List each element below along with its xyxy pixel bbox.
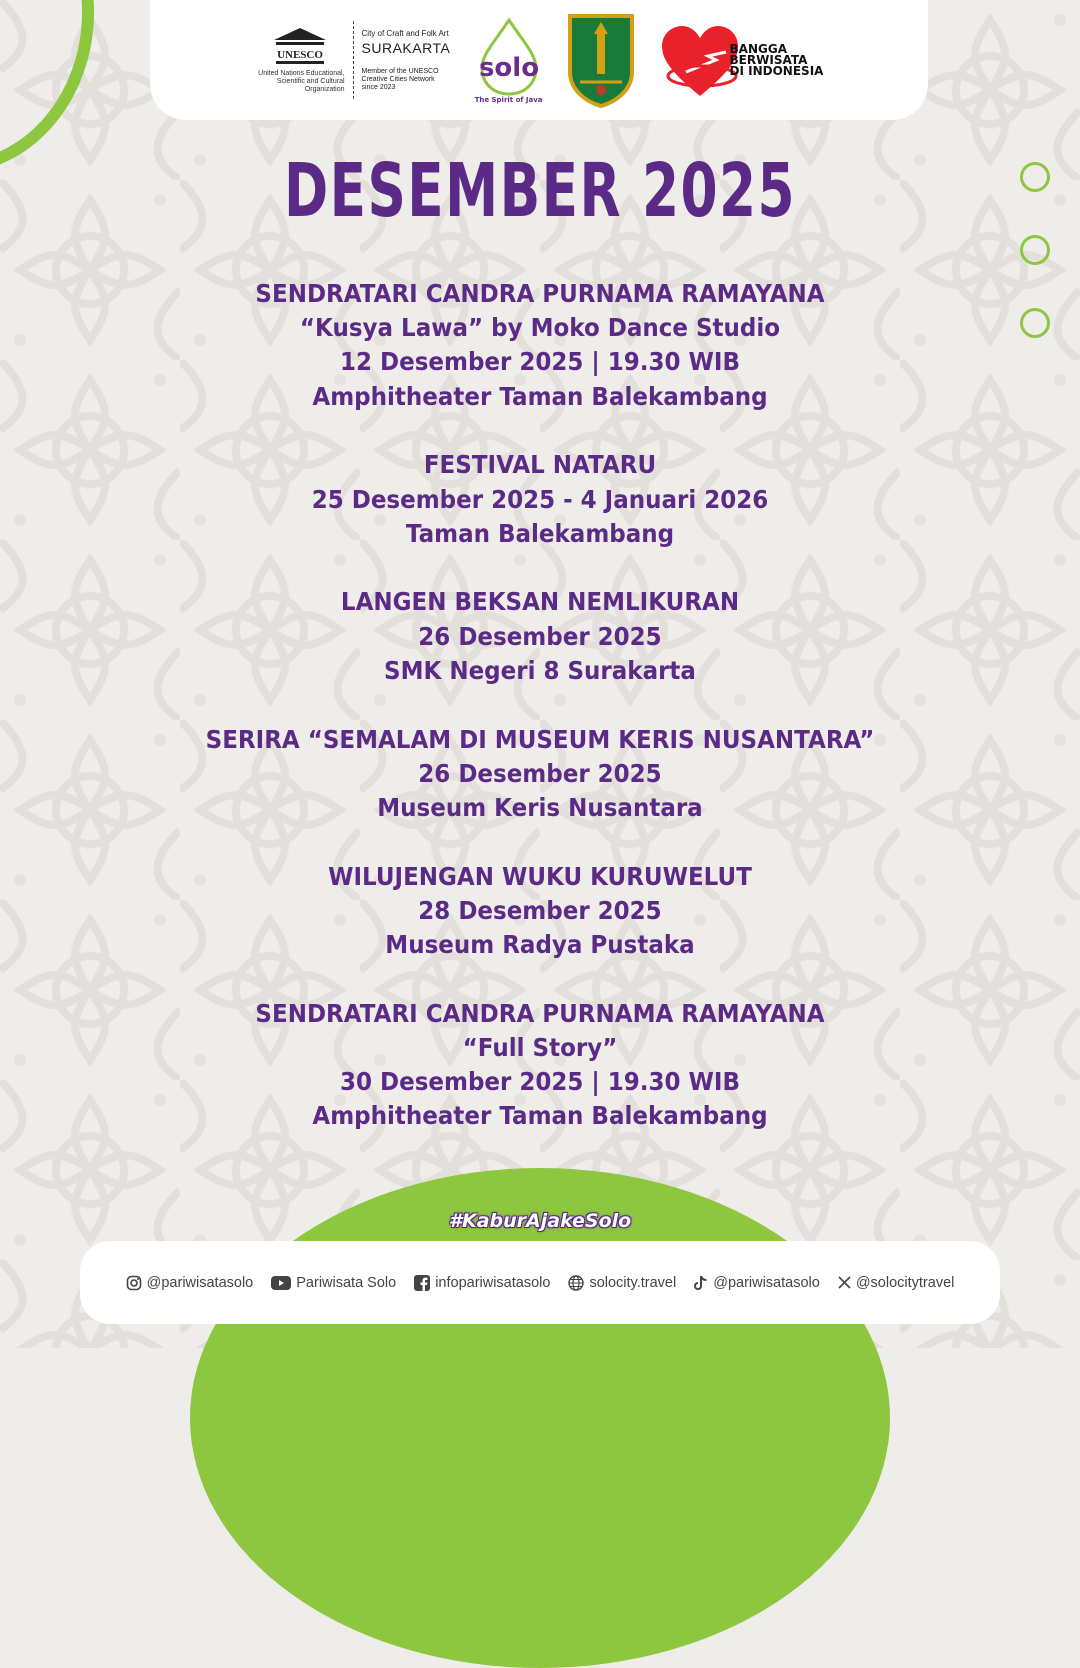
event-item (0, 585, 1080, 688)
event-date: 28 Desember 2025 (418, 895, 662, 925)
event-item (0, 997, 1080, 1134)
surakarta-crest-icon (566, 12, 636, 108)
event-name: LANGEN BEKSAN NEMLIKURAN (340, 587, 740, 617)
event-date: 25 Desember 2025 - 4 Januari 2026 (311, 484, 769, 514)
solo-wordmark: solo (478, 53, 539, 83)
bangga-berwisata-logo (656, 16, 824, 104)
event-venue: Amphitheater Taman Balekambang (312, 1101, 768, 1131)
event-venue: Taman Balekambang (405, 518, 675, 548)
event-item (0, 277, 1080, 414)
social-link-instagram[interactable] (126, 1275, 254, 1291)
event-name: WILUJENGAN WUKU KURUWELUT (328, 861, 752, 891)
social-label: infopariwisatasolo (435, 1274, 551, 1291)
event-name: SENDRATARI CANDRA PURNAMA RAMAYANA (255, 279, 825, 308)
unesco-org-text: United Nations Educational, Scientific and Cultural Organization (258, 70, 345, 93)
social-label: @solocitytravel (855, 1274, 955, 1291)
event-item (0, 723, 1080, 826)
logo-header (150, 0, 928, 120)
event-subtitle: “Kusya Lawa” by Moko Dance Studio (299, 313, 781, 343)
hashtag: #KaburAjakeSolo (448, 1210, 632, 1232)
event-list (0, 277, 1080, 1168)
city-name: SURAKARTA (361, 39, 451, 56)
event-name: SERIRA “SEMALAM DI MUSEUM KERIS NUSANTARA” (205, 724, 875, 754)
social-link-website[interactable] (568, 1275, 676, 1291)
event-subtitle: “Full Story” (462, 1032, 618, 1062)
decorative-circle (1020, 235, 1050, 265)
unesco-logo (255, 21, 452, 99)
event-venue: Museum Keris Nusantara (377, 792, 703, 822)
social-link-facebook[interactable] (414, 1275, 550, 1291)
event-venue: Museum Radya Pustaka (385, 930, 695, 960)
bangga-line1: BANGGA (729, 41, 787, 56)
event-item (0, 860, 1080, 963)
event-item (0, 448, 1080, 551)
social-link-tiktok[interactable] (694, 1275, 820, 1291)
bangga-line3: DI INDONESIA (729, 63, 824, 78)
solo-logo (472, 16, 546, 104)
solo-tagline: The Spirit of Java (474, 96, 543, 104)
event-name: FESTIVAL NATARU (423, 450, 657, 480)
social-label: Pariwisata Solo (296, 1274, 397, 1291)
member-text: Member of the UNESCO Creative Cities Network since 2023 (361, 67, 439, 91)
globe-icon (568, 1275, 584, 1291)
x-icon (838, 1276, 851, 1289)
unesco-wordmark: UNESCO (276, 49, 323, 61)
event-date: 12 Desember 2025 | 19.30 WIB (339, 347, 741, 377)
decorative-circle (1020, 162, 1050, 192)
solo-drop-icon (472, 16, 546, 98)
event-venue: SMK Negeri 8 Surakarta (384, 655, 696, 685)
event-date: 26 Desember 2025 (418, 758, 662, 788)
event-name: SENDRATARI CANDRA PURNAMA RAMAYANA (255, 998, 825, 1028)
divider (353, 21, 354, 99)
page-title: DESEMBER 2025 (283, 148, 797, 234)
instagram-icon (126, 1275, 142, 1291)
social-label: solocity.travel (589, 1274, 677, 1291)
unesco-temple-icon (272, 26, 328, 66)
facebook-icon (414, 1275, 430, 1291)
youtube-icon (271, 1276, 291, 1290)
social-label: @pariwisatasolo (146, 1274, 254, 1291)
event-venue: Amphitheater Taman Balekambang (312, 381, 768, 411)
bangga-line2: BERWISATA (729, 52, 808, 67)
social-link-youtube[interactable] (271, 1275, 396, 1291)
tiktok-icon (694, 1275, 708, 1291)
event-date: 30 Desember 2025 | 19.30 WIB (339, 1067, 741, 1097)
event-date: 26 Desember 2025 (418, 621, 662, 651)
city-label: City of Craft and Folk Art (361, 28, 449, 38)
social-footer (80, 1241, 1000, 1324)
social-label: @pariwisatasolo (713, 1274, 820, 1291)
social-link-x[interactable] (838, 1275, 955, 1291)
